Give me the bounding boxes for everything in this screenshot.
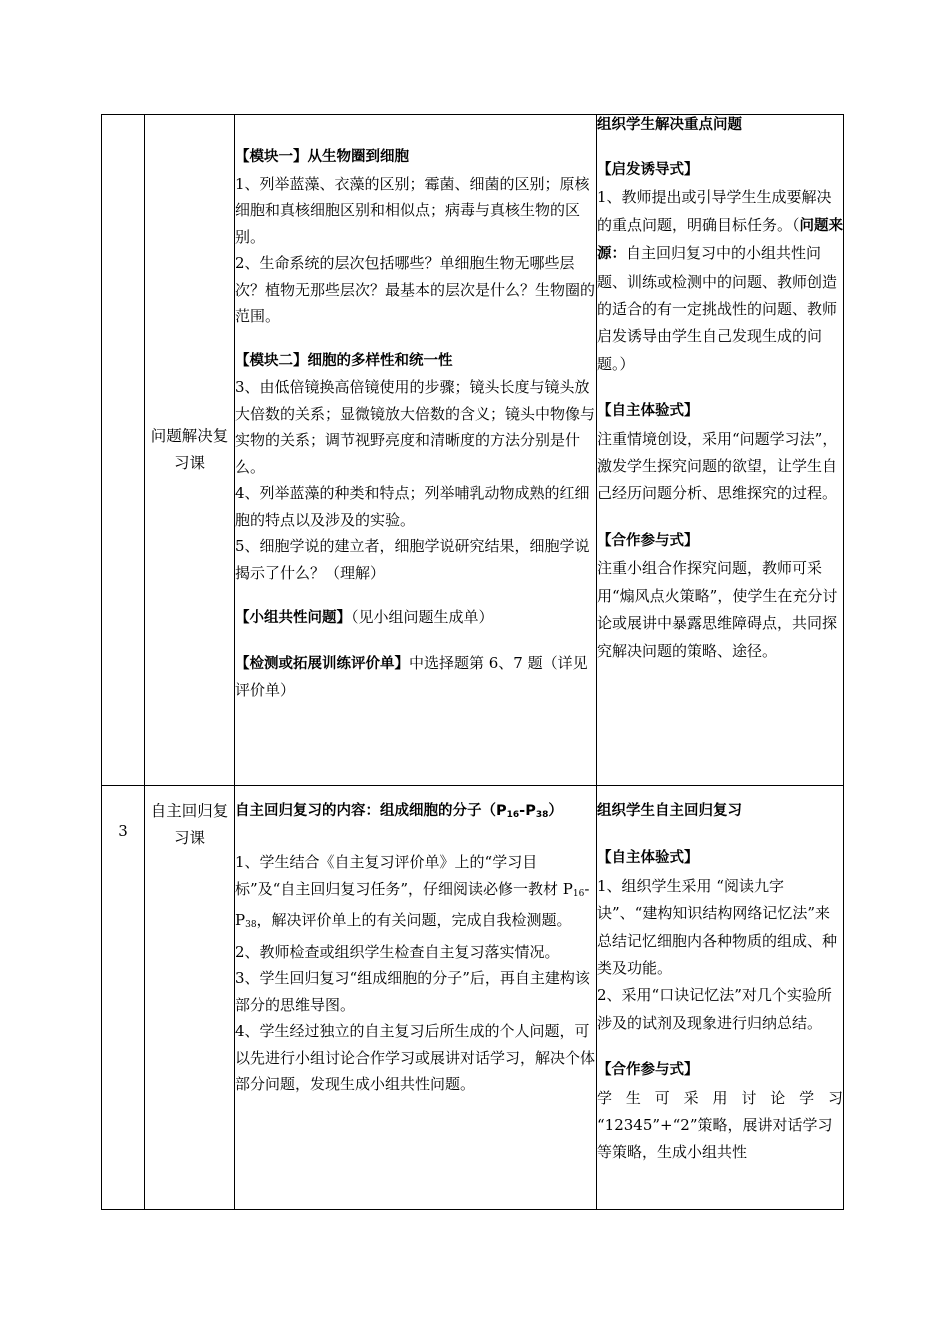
- content-item: 2、生命系统的层次包括哪些？单细胞生物无哪些层次？植物无那些层次？最基本的层次是什么？生物圈的范围。: [235, 254, 596, 325]
- method-title: 组织学生自主回归复习: [597, 803, 742, 819]
- method-cell: [597, 115, 844, 786]
- content-title: 自主回归复习的内容：组成细胞的分子$(P_{16}-P_{38})$: [235, 803, 563, 820]
- test-sheet: [235, 650, 596, 704]
- method-title: 组织学生解决重点问题: [597, 117, 742, 133]
- method-heading: 【启发诱导式】: [597, 162, 699, 178]
- content-item: 5、细胞学说的建立者，细胞学说研究结果，细胞学说揭示了什么？（理解）: [235, 537, 590, 582]
- row-number: [102, 115, 145, 786]
- group-problem-text: （见小组问题生成单）: [351, 608, 494, 626]
- method-heading: 【合作参与式】: [597, 532, 699, 549]
- method-text: “12345”+“2”策略，展讲对话学习等策略，生成小组共性: [597, 1116, 833, 1162]
- content-item: 1、学生结合《自主复习评价单》上的“学习目标”及“自主回归复习任务”，仔细阅读必修一教材 $P_{16}-P_{38}$，解决评价单上的有关问题，完成自我检测题。: [235, 853, 590, 930]
- method-text: 学生可采用讨论学习: [597, 1088, 843, 1107]
- content-item: 4、学生经过独立的自主复习后所生成的个人问题，可以先进行小组讨论合作学习或展讲对话学习，解决个体部分问题，发现生成小组共性问题。: [235, 1022, 596, 1093]
- content-cell: [235, 115, 597, 786]
- content-item: 3、学生回归复习“组成细胞的分子”后，再自主建构该部分的思维导图。: [235, 969, 590, 1014]
- content-item: 4、列举蓝藻的种类和特点；列举哺乳动物成熟的红细胞的特点以及涉及的实验。: [235, 484, 590, 529]
- row-number: 3: [102, 786, 145, 1210]
- content-cell: [235, 786, 597, 1210]
- group-problem: [235, 604, 596, 632]
- module-title: 【模块二】细胞的多样性和统一性: [235, 352, 453, 369]
- method-heading: 【自主体验式】: [597, 403, 699, 420]
- method-text: 注重小组合作探究问题，教师可采用“煽风点火策略”，使学生在充分讨论或展讲中暴露思维障碍点，共同探究解决问题的策略、途径。: [597, 559, 838, 660]
- module-title: 【模块一】从生物圈到细胞: [235, 149, 409, 165]
- content-item: 1、列举蓝藻、衣藻的区别；霉菌、细菌的区别；原核细胞和真核细胞区别和相似点；病毒与真核生物的区别。: [235, 174, 590, 246]
- group-problem-title: 【小组共性问题】: [235, 610, 351, 626]
- method-cell: [597, 786, 844, 1210]
- lesson-plan-table: [101, 114, 844, 1210]
- content-item: 2、教师检查或组织学生检查自主复习落实情况。: [235, 942, 560, 961]
- test-sheet-text: 中选择题第 6、7 题（详见评价单）: [235, 653, 588, 699]
- method-text: 2、采用“口诀记忆法”对几个实验所涉及的试剂及现象进行归纳总结。: [597, 986, 832, 1032]
- method-bold: 问题来源：: [597, 217, 844, 263]
- lesson-type: 问题解决复习课: [150, 427, 229, 472]
- lesson-type-cell: [145, 786, 235, 1210]
- lesson-type-cell: [145, 115, 235, 786]
- content-item: 3、由低倍镜换高倍镜使用的步骤；镜头长度与镜头放大倍数的关系；显微镜放大倍数的含义；镜头中物像与实物的关系；调节视野亮度和清晰度的方法分别是什么。: [235, 378, 596, 476]
- method-heading: 【合作参与式】: [597, 1062, 699, 1079]
- method-text: 1、组织学生采用 “阅读九字诀”、“建构知识结构网络记忆法”来总结记忆细胞内各种物质的组成、种类及功能。: [597, 876, 838, 978]
- lesson-type: 自主回归复习课: [150, 802, 229, 847]
- method-text: 注重情境创设，采用“问题学习法”，激发学生探究问题的欲望，让学生自己经历问题分析、思维探究的过程。: [597, 429, 838, 503]
- table-row: [102, 786, 844, 1210]
- method-text: 1、教师提出或引导学生生成要解决的重点问题，明确目标任务。（问题来源：自主回归复习中的小组共性问题、训练或检测中的问题、教师创造的适合的有一定挑战性的问题、教师启发诱导由学生自己发现生成的问题。）: [597, 188, 844, 373]
- table-row: [102, 115, 844, 786]
- method-heading: 【自主体验式】: [597, 850, 699, 867]
- test-sheet-title: 【检测或拓展训练评价单】: [235, 655, 409, 672]
